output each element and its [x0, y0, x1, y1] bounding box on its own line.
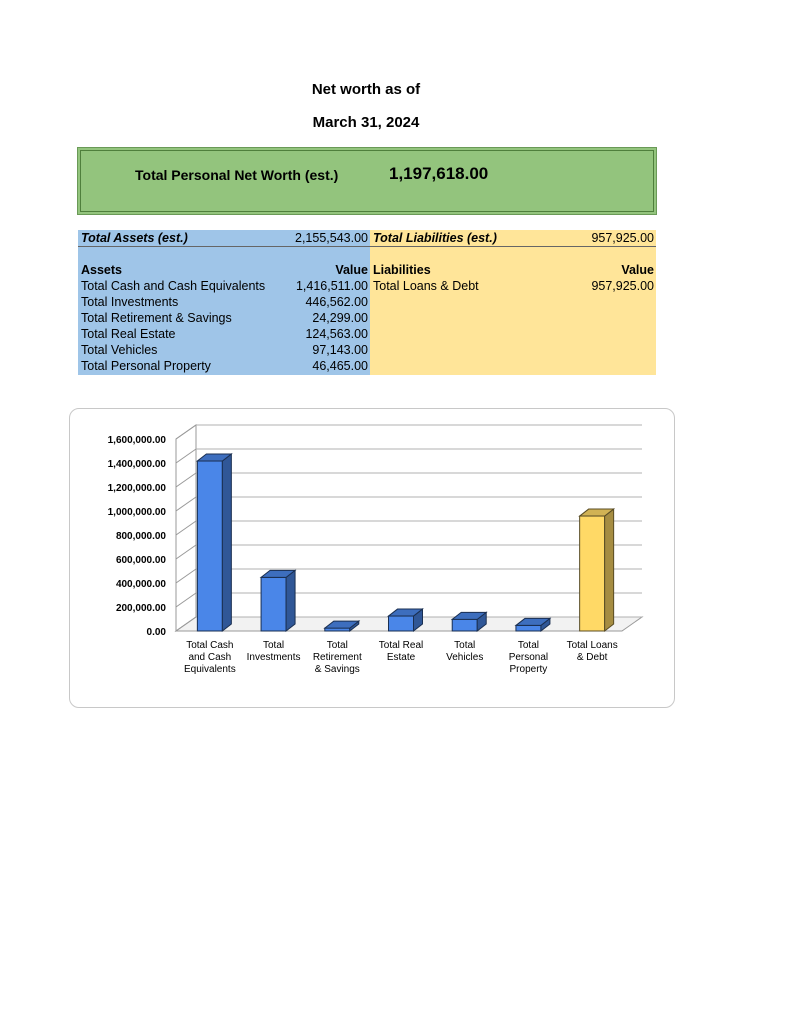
y-tick-label: 1,400,000.00: [107, 459, 166, 470]
y-tick-label: 1,200,000.00: [107, 483, 166, 494]
x-tick-label: Total Real Estate: [378, 640, 424, 663]
page-date: March 31, 2024: [312, 114, 420, 131]
y-tick-label: 0.00: [146, 627, 166, 638]
asset-value: 97,143.00: [312, 343, 368, 357]
asset-value: 124,563.00: [305, 327, 368, 341]
table-row: [78, 326, 370, 342]
liabilities-total-label: Total Liabilities (est.): [373, 231, 497, 245]
bar-side: [605, 509, 614, 631]
table-row: [370, 278, 656, 294]
liabilities-total-value: 957,925.00: [591, 231, 654, 245]
y-tick-label: 1,600,000.00: [107, 435, 166, 446]
bar-front: [389, 616, 414, 631]
bar-front: [452, 619, 477, 631]
y-tick-label: 1,000,000.00: [107, 507, 166, 518]
bar-front: [261, 577, 286, 631]
table-row: [78, 342, 370, 358]
asset-label: Total Real Estate: [81, 327, 176, 341]
asset-label: Total Retirement & Savings: [81, 311, 232, 325]
bar-side: [286, 570, 295, 631]
asset-label: Total Personal Property: [81, 359, 211, 373]
liabilities-col-label: Liabilities: [373, 263, 431, 277]
assets-col-label: Assets: [81, 263, 122, 277]
asset-value: 46,465.00: [312, 359, 368, 373]
liabilities-col-value: Value: [621, 263, 654, 277]
bar-side: [222, 454, 231, 631]
asset-value: 24,299.00: [312, 311, 368, 325]
assets-total-row: [78, 230, 370, 247]
bar-front: [516, 625, 541, 631]
asset-label: Total Vehicles: [81, 343, 158, 357]
bar-front: [197, 461, 222, 631]
bar-front: [580, 516, 605, 631]
assets-total-label: Total Assets (est.): [81, 231, 188, 245]
assets-col-value: Value: [335, 263, 368, 277]
assets-table: [78, 230, 370, 375]
x-tick-label: Total Cash and Cash Equivalents: [184, 640, 236, 675]
liabilities-header-row: [370, 262, 656, 278]
asset-value: 1,416,511.00: [295, 279, 368, 293]
x-tick-label: Total Investments: [246, 640, 301, 663]
liability-value: 957,925.00: [591, 279, 654, 293]
assets-header-row: [78, 262, 370, 278]
table-row: [78, 278, 370, 294]
x-tick-label: Total Vehicles: [446, 640, 484, 663]
x-tick-label: Total Loans & Debt: [566, 640, 618, 663]
y-tick-label: 400,000.00: [115, 579, 166, 590]
y-tick-label: 600,000.00: [115, 555, 166, 566]
y-tick-label: 200,000.00: [115, 603, 166, 614]
liabilities-total-row: [370, 230, 656, 247]
page-title: Net worth as of: [311, 81, 421, 98]
asset-value: 446,562.00: [305, 295, 368, 309]
y-tick-label: 800,000.00: [115, 531, 166, 542]
x-tick-label: Total Personal Property: [508, 640, 549, 675]
assets-total-value: 2,155,543.00: [295, 231, 368, 245]
asset-label: Total Cash and Cash Equivalents: [81, 279, 266, 293]
table-row: [78, 310, 370, 326]
liability-label: Total Loans & Debt: [373, 279, 479, 293]
net-worth-label: Total Personal Net Worth (est.): [135, 167, 339, 183]
net-worth-value: 1,197,618.00: [389, 164, 489, 183]
chart-frame: [69, 408, 675, 708]
net-worth-box: [77, 147, 657, 215]
net-worth-bar-chart: [70, 409, 674, 707]
table-row: [78, 358, 370, 374]
x-tick-label: Total Retirement & Savings: [312, 640, 362, 675]
table-row: [78, 294, 370, 310]
liabilities-table: [370, 230, 656, 375]
asset-label: Total Investments: [81, 295, 179, 309]
